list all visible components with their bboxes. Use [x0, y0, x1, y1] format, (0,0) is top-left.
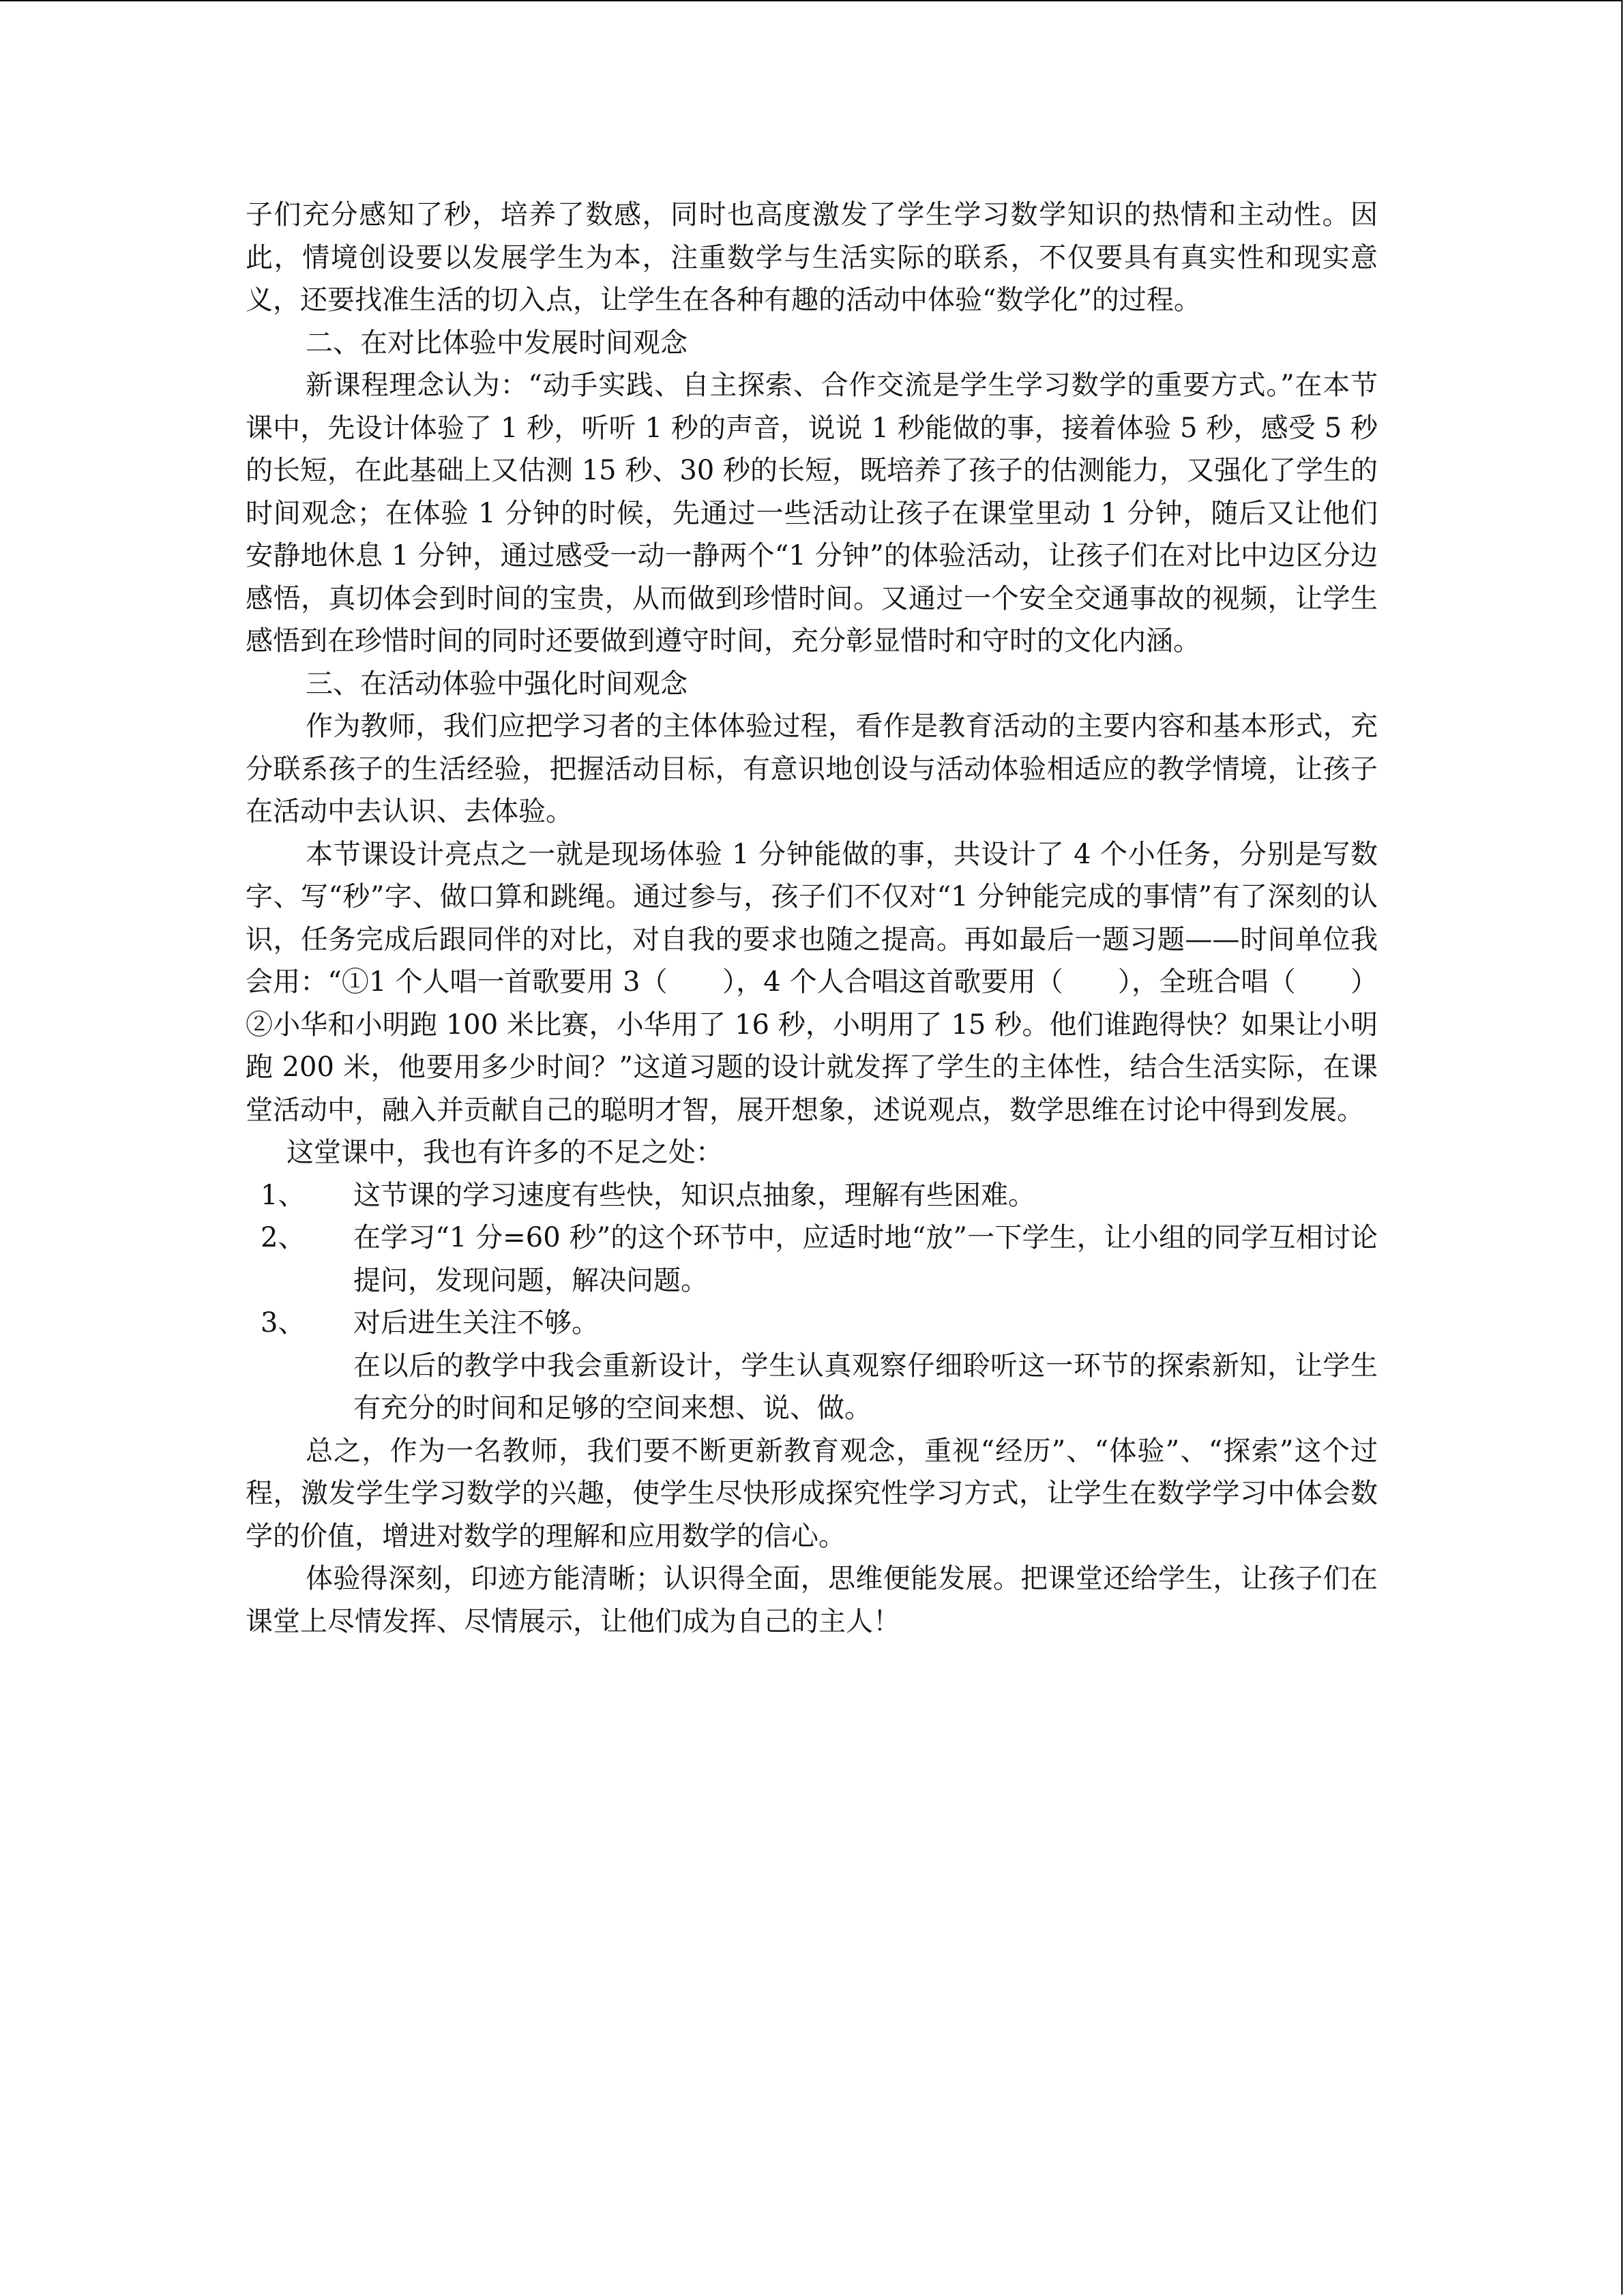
list-item: [246, 1174, 1378, 1217]
paragraph-conclusion: 体验得深刻，印迹方能清晰；认识得全面，思维便能发展。把课堂还给学生，让孩子们在课堂上尽情发挥、尽情展示，让他们成为自己的主人！: [246, 1563, 1378, 1637]
list-text: 在学习“1 分=60 秒”的这个环节中，应适时地“放”一下学生，让小组的同学互相讨论提问，发现问题，解决问题。: [353, 1222, 1378, 1296]
paragraph-intro-continued: 子们充分感知了秒，培养了数感，同时也高度激发了学生学习数学知识的热情和主动性。因此，情境创设要以发展学生为本，注重数学与生活实际的联系，不仅要具有真实性和现实意义，还要找准生活的切入点，让学生在各种有趣的活动中体验“数学化”的过程。: [246, 199, 1378, 316]
document-body: [246, 194, 1378, 1643]
section-heading-2: 二、在对比体验中发展时间观念: [306, 327, 688, 359]
paragraph-shortcomings-intro: 这堂课中，我也有许多的不足之处：: [286, 1137, 723, 1168]
section-heading-3: 三、在活动体验中强化时间观念: [306, 668, 688, 700]
list-number: 1、: [261, 1179, 306, 1211]
paragraph-comparison: 新课程理念认为：“动手实践、自主探索、合作交流是学生学习数学的重要方式。”在本节课中，先设计体验了 1 秒，听听 1 秒的声音，说说 1 秒能做的事，接着体验 5 秒，感受 5 秒的长短，在此基础上又估测 15 秒、30 秒的长短，既培养了孩子的估测能力，又强化了学生的时间观念；在体验 1 分钟的时候，先通过一些活动让孩子在课堂里动 1 分钟，随后又让他们安静地休息 1 分钟，通过感受一动一静两个“1 分钟”的体验活动，让孩子们在对比中边区分边感悟，真切体会到时间的宝贵，从而做到珍惜时间。又通过一个安全交通事故的视频，让学生感悟到在珍惜时间的同时还要做到遵守时间，充分彰显惜时和守时的文化内涵。: [246, 370, 1378, 657]
paragraph-summary: 总之，作为一名教师，我们要不断更新教育观念，重视“经历”、“体验”、“探索”这个过程，激发学生学习数学的兴趣，使学生尽快形成探究性学习方式，让学生在数学学习中体会数学的价值，增进对数学的理解和应用数学的信心。: [246, 1435, 1378, 1552]
list-text: 这节课的学习速度有些快，知识点抽象，理解有些困难。: [353, 1179, 1035, 1211]
list-number: 2、: [261, 1222, 306, 1253]
paragraph-teacher-role: 作为教师，我们应把学习者的主体体验过程，看作是教育活动的主要内容和基本形式，充分联系孩子的生活经验，把握活动目标，有意识地创设与活动体验相适应的教学情境，让孩子在活动中去认识、去体验。: [246, 711, 1378, 827]
list-item: [246, 1302, 1378, 1345]
list-text: 对后进生关注不够。: [353, 1307, 599, 1339]
paragraph-improvement-plan: 在以后的教学中我会重新设计，学生认真观察仔细聆听这一环节的探索新知，让学生有充分的时间和足够的空间来想、说、做。: [353, 1350, 1378, 1424]
list-number: 3、: [261, 1307, 306, 1339]
paragraph-highlight: 本节课设计亮点之一就是现场体验 1 分钟能做的事，共设计了 4 个小任务，分别是写数字、写“秒”字、做口算和跳绳。通过参与，孩子们不仅对“1 分钟能完成的事情”有了深刻的认识，任务完成后跟同伴的对比，对自我的要求也随之提高。再如最后一题习题——时间单位我会用：“①1 个人唱一首歌要用 3（ ），4 个人合唱这首歌要用（ ），全班合唱（ ）②小华和小明跑 100 米比赛，小华用了 16 秒，小明用了 15 秒。他们谁跑得快？如果让小明跑 200 米，他要用多少时间？”这道习题的设计就发挥了学生的主体性，结合生活实际，在课堂活动中，融入并贡献自己的聪明才智，展开想象，述说观点，数学思维在讨论中得到发展。: [246, 838, 1378, 1126]
list-item: [246, 1217, 1378, 1302]
